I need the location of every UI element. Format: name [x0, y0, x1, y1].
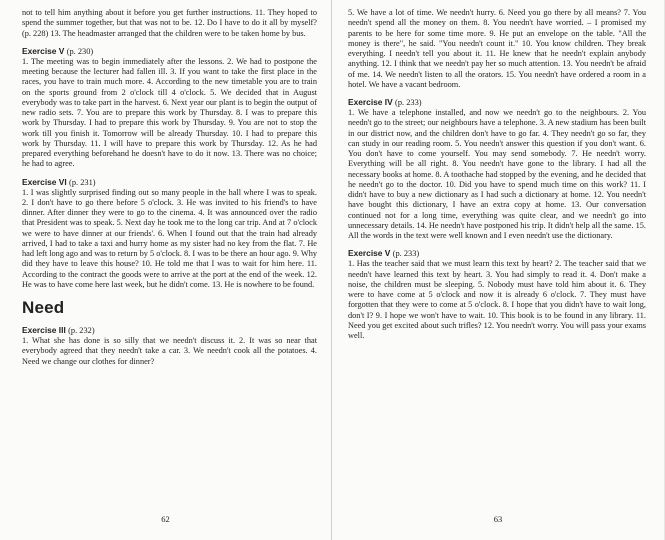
- exercise-vi-heading: [22, 177, 317, 187]
- exercise-v-heading-right: [348, 248, 646, 258]
- exercise-title: Exercise VI: [22, 176, 67, 187]
- exercise-v-heading-left: [22, 46, 317, 56]
- exercise-v-text-right: 1. Has the teacher said that we must learn this text by heart? 2. The teacher said that we needn't have learned this text by heart. 3. You had simply to read it. 4. Don't make a noise, the children must be sleeping. 5. Nobody must have told him about it. 6. They were to have come at 5 o'clock and now it is already 6 o'clock. 7. They must have forgotten that they were to come at 5 o'clock. 8. I hope that you didn't have to wait long, don't I? 9. I hope we won't have to wait. 10. This book is to be found in any library. 11. Need you get excited about such trifles? 12. You needn't worry. You will pass your exams well.: [348, 259, 646, 340]
- right-page: [332, 0, 664, 540]
- exercise-iv-heading: [348, 97, 646, 107]
- exercise-iii-text: 1. What she has done is so silly that we needn't discuss it. 2. It was so near that everybody agreed that they needn't take a car. 3. We needn't cook all the potatoes. 4. Need we change our clothes for dinner?: [22, 336, 317, 366]
- left-intro-text: not to tell him anything about it before you get further instructions. 11. They hoped to spend the summer together, but that was not to be. 12. Do I have to do it all by myself? (p. 228) 13. The headmaster arranged that the children were to be taken home by bus.: [22, 8, 317, 38]
- section-title-need: Need: [22, 298, 65, 317]
- left-page: [0, 0, 332, 540]
- exercise-title: Exercise V: [348, 248, 391, 259]
- exercise-page-ref: (p. 233): [395, 98, 422, 107]
- exercise-v-text-left: 1. The meeting was to begin immediately after the lessons. 2. We had to postpone the meeting because the lecturer had fallen ill. 3. If you want to take the first place in the races, you have to train much more. 4. According to the new timetable you are to train on the sports ground from 2 o'clock till 4 o'clock. 5. We decided that in August everybody was to take part in the harvest. 6. Next year our plant is to begin the output of new radio sets. 7. You are to prepare this work by Thursday. 8. I was to prepare this work by Thursday. I had to prepare this work by Thursday. 9. You are not to stop the work till you finish it. Tomorrow will be already Thursday. 10. I had to prepare this work by Thursday. 11. I will have to prepare this work by Thursday. 12. As he had prepared everything beforehand he doesn't have to do it now. 13. There was no choice; he had to agree.: [22, 56, 317, 169]
- exercise-title: Exercise V: [22, 45, 65, 56]
- right-intro-text: 5. We have a lot of time. We needn't hurry. 6. Need you go there by all means? 7. You needn't spend all the money on them. 8. You needn't have worried. – I promised my parents to be here for some time more. 9. He put an envelope on the table. "All the money is there", he said. "You needn't count it." 10. You know children. They break everything. I needn't tell you about it. 11. He knew that he needn't explain anybody anything. 12. I think that we needn't pay her so much attention. 13. You needn't be afraid of me. 14. We needn't listen to all the orators. 15. You needn't have ordered a room in a hotel. We have a vacant bedroom.: [348, 8, 646, 89]
- exercise-page-ref: (p. 232): [68, 326, 95, 335]
- exercise-iv-text: 1. We have a telephone installed, and now we needn't go to the neighbours. 2. You needn't go to the street; our neighbours have a telephone. 3. A new stadium has been built in our district now, and the children don't have to go far. 4. They needn't go so far, they can study in our reading room. 5. You needn't answer this question if you don't want. 6. You don't have to come yourself. You may send somebody. 7. He needn't worry. Everything will be all right. 8. You needn't have gone to the library. I had all the necessary books at home. 8. A toothache had stopped by the evening, and he decided that he needn't go to the doctor. 10. Did you have to spend much time on this work? 11. I didn't have to buy a new dictionary as I had such a dictionary at home. 12. You needn't have bought this dictionary, I have an extra copy at home. 13. Our conversation continued not for a long time, everything was quite clear, and we needn't go into unnecessary details. 14. He needn't have postponed his trip. It didn't help all the same. 15. All the words in the text were well known and I even needn't use the dictionary.: [348, 108, 646, 240]
- exercise-title: Exercise III: [22, 325, 66, 335]
- page-number-right: 63: [493, 514, 503, 524]
- exercise-iii-heading: [22, 325, 317, 335]
- exercise-page-ref: (p. 231): [69, 177, 96, 187]
- exercise-title: Exercise IV: [348, 97, 393, 107]
- exercise-page-ref: (p. 233): [392, 249, 420, 259]
- page-number-left: 62: [161, 514, 170, 524]
- exercise-vi-text: 1. I was slightly surprised finding out so many people in the hall where I was to speak. 2. I don't have to go there before 5 o'clock. 3. He was invited to his friend's to have dinner. After dinner they were to go to the cinema. 4. It was announced over the radio that President was to speak. 5. Next day he took me to the long car trip. And at 7 o'clock we were to have dinner at our friends'. 6. When I found out that the train had already arrived, I had to take a taxi and hurry home as my sister had no key from the flat. 7. He had left long ago and was to return by 5 o'clock. 8. I was to be there an hour ago. 9. Why did they have to leave this house? 10. He told me that I was to wait for him here. 11. According to the contract the goods were to arrive at the port at the end of the week. 12. He was to have come here last week, but he didn't come. 13. He is nowhere to be found.: [22, 187, 317, 289]
- exercise-page-ref: (p. 230): [66, 46, 94, 56]
